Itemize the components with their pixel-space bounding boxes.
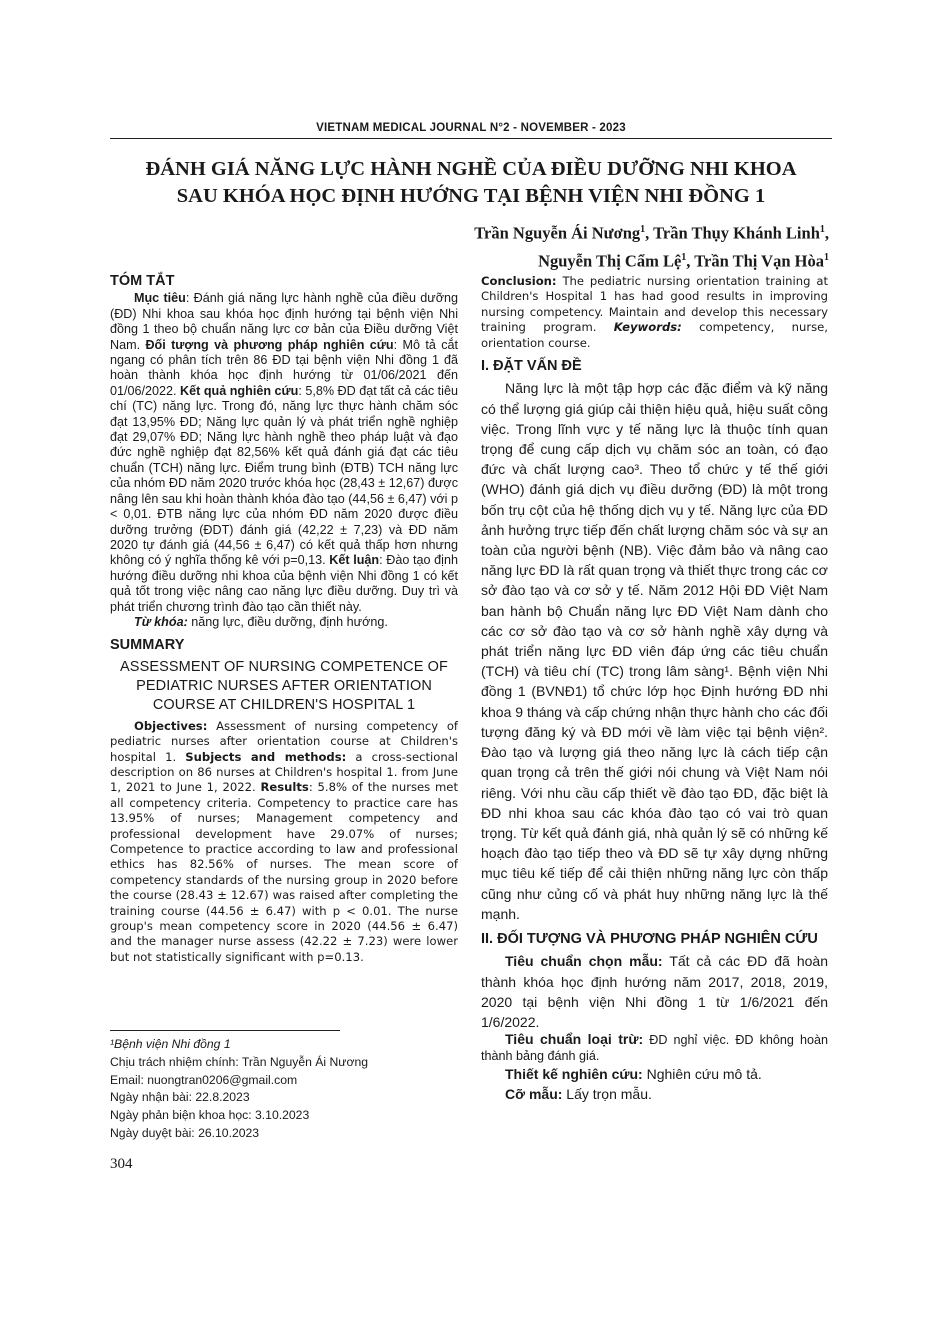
author-name: Trần Thị Vạn Hòa <box>694 251 824 270</box>
affiliation-mark: 1 <box>824 251 829 263</box>
left-column <box>110 274 458 965</box>
en-abstract-continued <box>481 274 828 351</box>
text: The pediatric nursing orientation training at Children's Hospital 1 has had good results in improving nursing competency. Maintain and develop this necessary training program. <box>481 274 828 335</box>
section-2-heading: II. ĐỐI TƯỢNG VÀ PHƯƠNG PHÁP NGHIÊN CỨU <box>481 930 818 947</box>
text: : 5.8% of the nurses met all competency criteria. Competency to practice care has 13.95% of nurses; Management competency and professional development have 29.07% of nurses; Competence to practice according to law and professional ethics has 82.56% of nurses. The mean score of competency standards of the nursing group in 2020 before the course (28.43 ± 12.67) was raised after completing the training course (44.56 ± 6.47) with p < 0.01. The nurse group's mean competency score in 2020 (44.56 ± 6.47) and the manager nurse assess (42.22 ± 7.23) were lower but not statistically significant with p=0.13. <box>110 780 458 964</box>
corresponding-author: Chịu trách nhiệm chính: Trần Nguyễn Ái Nương <box>110 1054 368 1069</box>
header-rule <box>110 138 832 139</box>
text: : Đào tạo định hướng điều dưỡng nhi khoa của bệnh viện Nhi đồng 1 có kết quả tốt trong việc nâng cao năng lực điều dưỡng. Duy trì và phát triển chương trình đào tạo cần thiết này. <box>110 553 458 614</box>
footnotes <box>110 1036 450 1143</box>
keywords-text: năng lực, điều dưỡng, định hướng. <box>187 614 388 629</box>
text: : Mô tả cắt ngang có phân tích trên 86 ĐD tại bệnh viện Nhi đồng 1 đã hoàn thành khóa học định hướng từ 01/06/2021 đến 01/06/2022. <box>110 337 458 398</box>
label: Subjects and methods: <box>185 749 347 764</box>
text: : 5,8% ĐD đạt tất cả các tiêu chí (TC) năng lực. Trong đó, năng lực thực hành chăm sóc đạt 13,95% ĐD; Năng lực quản lý và phát triển nghề nghiệp đạt 29,07% ĐD; Năng lực hành nghề theo pháp luật và đạo đức nghề nghiệp đạt 82,56% kết quả đánh giá đạt các tiêu chuẩn (TCH) năng lực. Điểm trung bình (ĐTB) TCH năng lực của nhóm ĐD năm 2020 trước khóa học (28,43 ± 12,67) được nâng lên sau khi hoàn thành khóa đào tạo (44,56 ± 6,47) với p < 0,01. ĐTB năng lực của nhóm ĐD năm 2020 được điều dưỡng trưởng (ĐDT) đánh giá (42,22 ± 7,23) và ĐD năm 2020 tự đánh giá (44,56 ± 6,47) có kết quả thấp hơn nhưng không có ý nghĩa thống kê với p=0,13. <box>110 383 458 568</box>
study-design <box>481 1064 828 1084</box>
keywords-text: competency, nurse, orientation course. <box>481 320 828 350</box>
journal-header: VIETNAM MEDICAL JOURNAL N°2 - NOVEMBER - 2023 <box>316 122 626 134</box>
title-line-2: SAU KHÓA HỌC ĐỊNH HƯỚNG TẠI BỆNH VIỆN NHI ĐỒNG 1 <box>176 185 766 207</box>
vn-abstract-body <box>110 291 458 615</box>
label: Mục tiêu <box>134 291 186 306</box>
label: Objectives: <box>134 718 208 733</box>
label: Kết luận <box>329 553 380 568</box>
separator: , <box>824 223 829 243</box>
authors-line-1 <box>229 218 829 246</box>
label: Tiêu chuẩn chọn mẫu: <box>505 953 663 970</box>
page-number: 304 <box>110 1156 133 1172</box>
text: : Đánh giá năng lực hành nghề của điều dưỡng (ĐD) Nhi khoa sau khóa học định hướng tại bệnh viện Nhi đồng 1 theo bộ chuẩn năng lực cơ bản của Điều dưỡng Việt Nam. <box>110 291 458 352</box>
keywords-label: Keywords: <box>613 320 682 335</box>
author-list <box>229 218 829 273</box>
label: Đối tượng và phương pháp nghiên cứu <box>145 337 394 352</box>
text: a cross-sectional description on 86 nurses at Children's hospital 1. from June 1, 2021 to June 1, 2022. <box>110 749 458 795</box>
text: ĐD nghỉ việc. ĐD không hoàn thành bảng đánh giá. <box>481 1033 828 1063</box>
date-approved: Ngày duyệt bài: 26.10.2023 <box>110 1125 260 1140</box>
affiliation: ¹Bệnh viện Nhi đồng 1 <box>110 1037 231 1051</box>
label: Tiêu chuẩn loại trừ: <box>505 1031 644 1048</box>
keywords-label: Từ khóa: <box>134 614 188 629</box>
author-name: Trần Nguyễn Ái Nương <box>474 223 641 243</box>
title-line-1: ĐÁNH GIÁ NĂNG LỰC HÀNH NGHỀ CỦA ĐIỀU DƯỠNG NHI KHOA <box>145 158 797 180</box>
label: Conclusion: <box>481 274 557 288</box>
label: Cỡ mẫu: <box>505 1086 563 1103</box>
right-column <box>481 274 828 1104</box>
text: Assessment of nursing competency of pediatric nurses after orientation course at Children's hospital 1. <box>110 718 458 764</box>
en-abstract-body <box>110 719 458 966</box>
sampling-criteria <box>481 951 828 1032</box>
summary-heading: SUMMARY <box>110 637 185 654</box>
email: Email: nuongtran0206@gmail.com <box>110 1072 298 1087</box>
section-1-heading: I. ĐẶT VẤN ĐỀ <box>481 358 582 375</box>
label: Thiết kế nghiên cứu: <box>505 1065 643 1082</box>
text: Tất cả các ĐD đã hoàn thành khóa học định hướng năm 2017, 2018, 2019, 2020 tại bệnh viện Nhi đồng 1 từ 1/6/2021 đến 1/6/2022. <box>481 953 829 1030</box>
text: Nghiên cứu mô tả. <box>642 1065 762 1082</box>
label: Kết quả nghiên cứu <box>180 383 299 398</box>
date-received: Ngày nhận bài: 22.8.2023 <box>110 1090 250 1105</box>
affiliation-mark: 1 <box>640 224 646 235</box>
authors-line-2 <box>229 246 829 274</box>
exclusion-criteria <box>481 1032 828 1064</box>
separator: , <box>645 223 654 243</box>
text: Lấy trọn mẫu. <box>562 1086 652 1103</box>
abstract-heading: TÓM TẮT <box>110 273 175 289</box>
separator: , <box>686 251 695 270</box>
date-reviewed: Ngày phản biện khoa học: 3.10.2023 <box>110 1108 310 1123</box>
label: Results <box>260 780 309 795</box>
vn-keywords <box>110 615 458 630</box>
summary-title: ASSESSMENT OF NURSING COMPETENCE OF PEDIATRIC NURSES AFTER ORIENTATION COURSE AT CHILDREN'S HOSPITAL 1 <box>120 658 448 713</box>
sample-size <box>481 1084 828 1104</box>
affiliation-mark: 1 <box>681 251 687 263</box>
section-1-paragraph: Năng lực là một tập hợp các đặc điểm và kỹ năng có thể lượng giá giúp cải thiện hiệu quả, hiệu suất công việc. Trong lĩnh vực y tế năng lực là thuộc tính quan trọng để cung cấp dịch vụ chăm sóc an toàn, có đạo đức và chất lượng cao³. Theo tổ chức y tế thế giới (WHO) đánh giá dịch vụ điều dưỡng (ĐD) là một trong bốn trụ cột của hệ thống dịch vụ y tế. Năng lực của ĐD ảnh hưởng trực tiếp đến chất lượng chăm sóc và sự an toàn của người bệnh (NB). Việc đảm bảo và nâng cao năng lực ĐD là rất quan trọng và thiết thực trong các cơ sở đào tạo và cơ sở y tế. Năm 2012 Hội ĐD Việt Nam ban hành bộ Chuẩn năng lực ĐD Việt Nam dành cho các cơ sở đào tạo và cơ sở hành nghề xây dựng và phát triển năng lực ĐD viên đáp ứng các tiêu chuẩn (TCH) và tiêu chí (TC) trong lâm sàng¹. Bệnh viện Nhi đồng 1 (BVNĐ1) tổ chức lớp học Định hướng ĐD nhi khoa 9 tháng và cấp chứng nhận thực hành cho các đối tượng đăng ký và ĐD mới về làm việc tại bệnh viện². Đào tạo và lượng giá theo năng lực là cách tiếp cận quan trọng cả trên thế giới nói chung và Việt Nam nói riêng. Với nhu cầu cấp thiết về đào tạo ĐD, đặc biệt là ĐD nhi khoa sau các khóa đào tạo có vai trò quan trọng. Từ kết quả đánh giá, nhà quản lý sẽ có những kế hoạch đào tạo tiếp theo và ĐD sẽ tự xây dựng những mục tiêu kế tiếp để cải thiện những năng lực còn thấp cũng như củng cố và phát huy những năng lực là thế mạnh. <box>481 380 828 922</box>
affiliation-mark: 1 <box>819 224 825 235</box>
author-name: Nguyễn Thị Cẩm Lệ <box>538 251 682 270</box>
author-name: Trần Thụy Khánh Linh <box>653 223 820 243</box>
footnote-rule <box>110 1030 340 1031</box>
article-title <box>0 156 942 210</box>
